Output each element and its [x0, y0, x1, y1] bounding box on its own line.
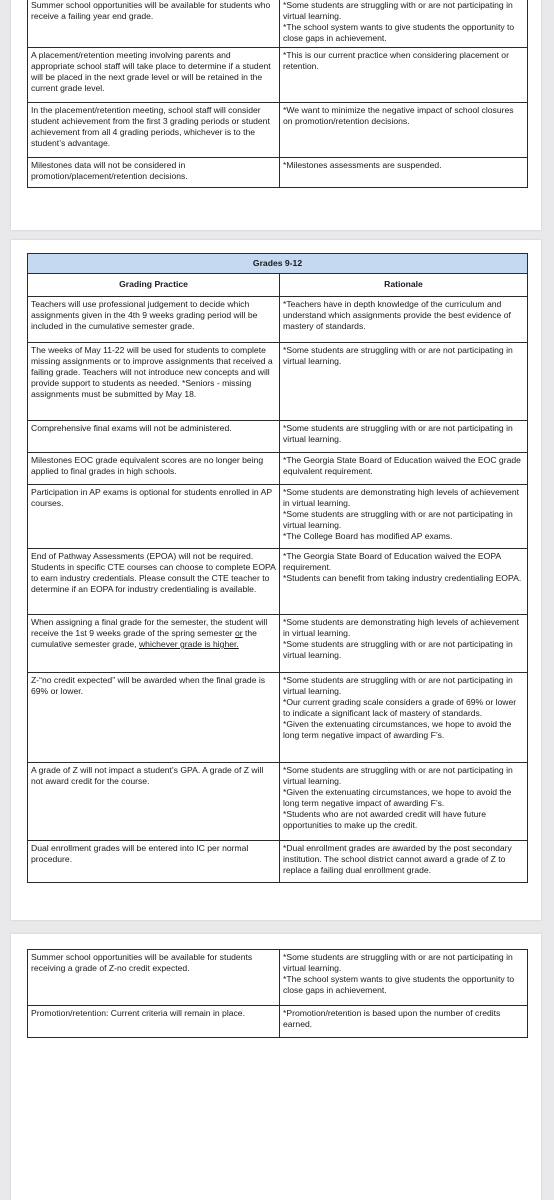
table-row — [28, 297, 528, 343]
table-row — [28, 673, 528, 763]
section-header-row — [28, 254, 528, 274]
table-row — [28, 841, 528, 883]
table-row — [28, 763, 528, 841]
rationale-cell: *Some students are struggling with or are not participating in virtual learning. *The school system wants to give students the opportunity to close gaps in achievement. — [280, 0, 528, 48]
column-header-rationale: Rationale — [280, 274, 528, 297]
table-row — [28, 48, 528, 103]
practice-cell: In the placement/retention meeting, school staff will consider student achievement from the first 3 grading periods or student achievement from all 4 grading periods, whichever is to the student’s advantage. — [28, 103, 280, 158]
rationale-cell: *Some students are struggling with or are not participating in virtual learning. *The school system wants to give students the opportunity to close gaps in achievement. — [280, 950, 528, 1006]
practice-cell: A placement/retention meeting involving parents and appropriate school staff will take place to determine if a student will be placed in the next grade level or will be retained in the current grade level. — [28, 48, 280, 103]
table-row — [28, 549, 528, 615]
practice-cell: Milestones data will not be considered in promotion/placement/retention decisions. — [28, 158, 280, 188]
document-page-1 — [11, 0, 541, 230]
rationale-cell: *Some students are struggling with or are not participating in virtual learning. — [280, 421, 528, 453]
practice-cell: Teachers will use professional judgement to decide which assignments given in the 4th 9 weeks grading period will be included in the cumulative semester grade. — [28, 297, 280, 343]
rationale-cell: *Teachers have in depth knowledge of the curriculum and understand which assignments provide the best evidence of mastery of standards. — [280, 297, 528, 343]
table-row — [28, 343, 528, 421]
column-header-grading-practice: Grading Practice — [28, 274, 280, 297]
table-row — [28, 103, 528, 158]
practice-cell — [28, 615, 280, 673]
practice-text-or: or — [234, 628, 243, 638]
practice-cell: End of Pathway Assessments (EPOA) will not be required. Students in specific CTE courses can choose to complete EOPA to earn industry credentials. Please consult the CTE teacher to determine if an EOPA for industry credentialing is available. — [28, 549, 280, 615]
rationale-cell: *Some students are demonstrating high levels of achievement in virtual learning. *Some students are struggling with or are not participating in virtual learning. *The College Board has modified AP exams. — [280, 485, 528, 549]
table-row — [28, 0, 528, 48]
column-header-row — [28, 274, 528, 297]
rationale-cell: *The Georgia State Board of Education waived the EOC grade equivalent requirement. — [280, 453, 528, 485]
table-row — [28, 1006, 528, 1038]
practice-text: When assigning a final grade for the semester, the student will receive the 1st 9 weeks grade of the spring semester — [31, 617, 268, 638]
practice-text-whichever: whichever grade is higher. — [138, 639, 239, 649]
rationale-cell: *Some students are struggling with or are not participating in virtual learning. — [280, 343, 528, 421]
practice-cell: Comprehensive final exams will not be administered. — [28, 421, 280, 453]
practice-cell: Promotion/retention: Current criteria will remain in place. — [28, 1006, 280, 1038]
table-row — [28, 158, 528, 188]
policy-table-page-3 — [27, 949, 528, 1038]
practice-cell: Summer school opportunities will be available for students who receive a failing year end grade. — [28, 0, 280, 48]
grades-9-12-table — [27, 253, 528, 883]
practice-cell: A grade of Z will not impact a student’s GPA. A grade of Z will not award credit for the course. — [28, 763, 280, 841]
rationale-cell: *Milestones assessments are suspended. — [280, 158, 528, 188]
table-row — [28, 421, 528, 453]
practice-cell: The weeks of May 11-22 will be used for students to complete missing assignments or to improve assignments that received a failing grade. Teachers will not introduce new concepts and will provide support to students as needed. *Seniors - missing assignments must be submitted by May 18. — [28, 343, 280, 421]
rationale-cell: *Some students are struggling with or are not participating in virtual learning. *Our current grading scale considers a grade of 69% or lower to indicate a significant lack of mastery of standards. *Given the extenuating circumstances, we hope to avoid the long term negative impact of awarding F’s. — [280, 673, 528, 763]
practice-cell: Summer school opportunities will be available for students receiving a grade of Z-no credit expected. — [28, 950, 280, 1006]
rationale-cell: *This is our current practice when considering placement or retention. — [280, 48, 528, 103]
rationale-cell: *The Georgia State Board of Education waived the EOPA requirement. *Students can benefit from taking industry credentialing EOPA. — [280, 549, 528, 615]
table-row — [28, 453, 528, 485]
table-row — [28, 615, 528, 673]
rationale-cell: *Dual enrollment grades are awarded by the post secondary institution. The school district cannot award a grade of Z to replace a failing dual enrollment grade. — [280, 841, 528, 883]
policy-table-page-1 — [27, 0, 528, 188]
practice-text: the cumulative semester grade, — [31, 628, 257, 649]
document-page-3 — [11, 934, 541, 1200]
table-row — [28, 485, 528, 549]
practice-cell: Dual enrollment grades will be entered into IC per normal procedure. — [28, 841, 280, 883]
practice-cell: Participation in AP exams is optional for students enrolled in AP courses. — [28, 485, 280, 549]
rationale-cell: *Some students are demonstrating high levels of achievement in virtual learning. *Some students are struggling with or are not participating in virtual learning. — [280, 615, 528, 673]
table-row — [28, 950, 528, 1006]
rationale-cell: *Promotion/retention is based upon the number of credits earned. — [280, 1006, 528, 1038]
practice-cell: Z-“no credit expected” will be awarded when the final grade is 69% or lower. — [28, 673, 280, 763]
rationale-cell: *We want to minimize the negative impact of school closures on promotion/retention decisions. — [280, 103, 528, 158]
document-page-2 — [11, 240, 541, 920]
section-title: Grades 9-12 — [28, 254, 528, 274]
practice-cell: Milestones EOC grade equivalent scores are no longer being applied to final grades in high schools. — [28, 453, 280, 485]
rationale-cell: *Some students are struggling with or are not participating in virtual learning. *Given the extenuating circumstances, we hope to avoid the long term negative impact of awarding F’s. *Students who are not awarded credit will have future opportunities to make up the credit. — [280, 763, 528, 841]
